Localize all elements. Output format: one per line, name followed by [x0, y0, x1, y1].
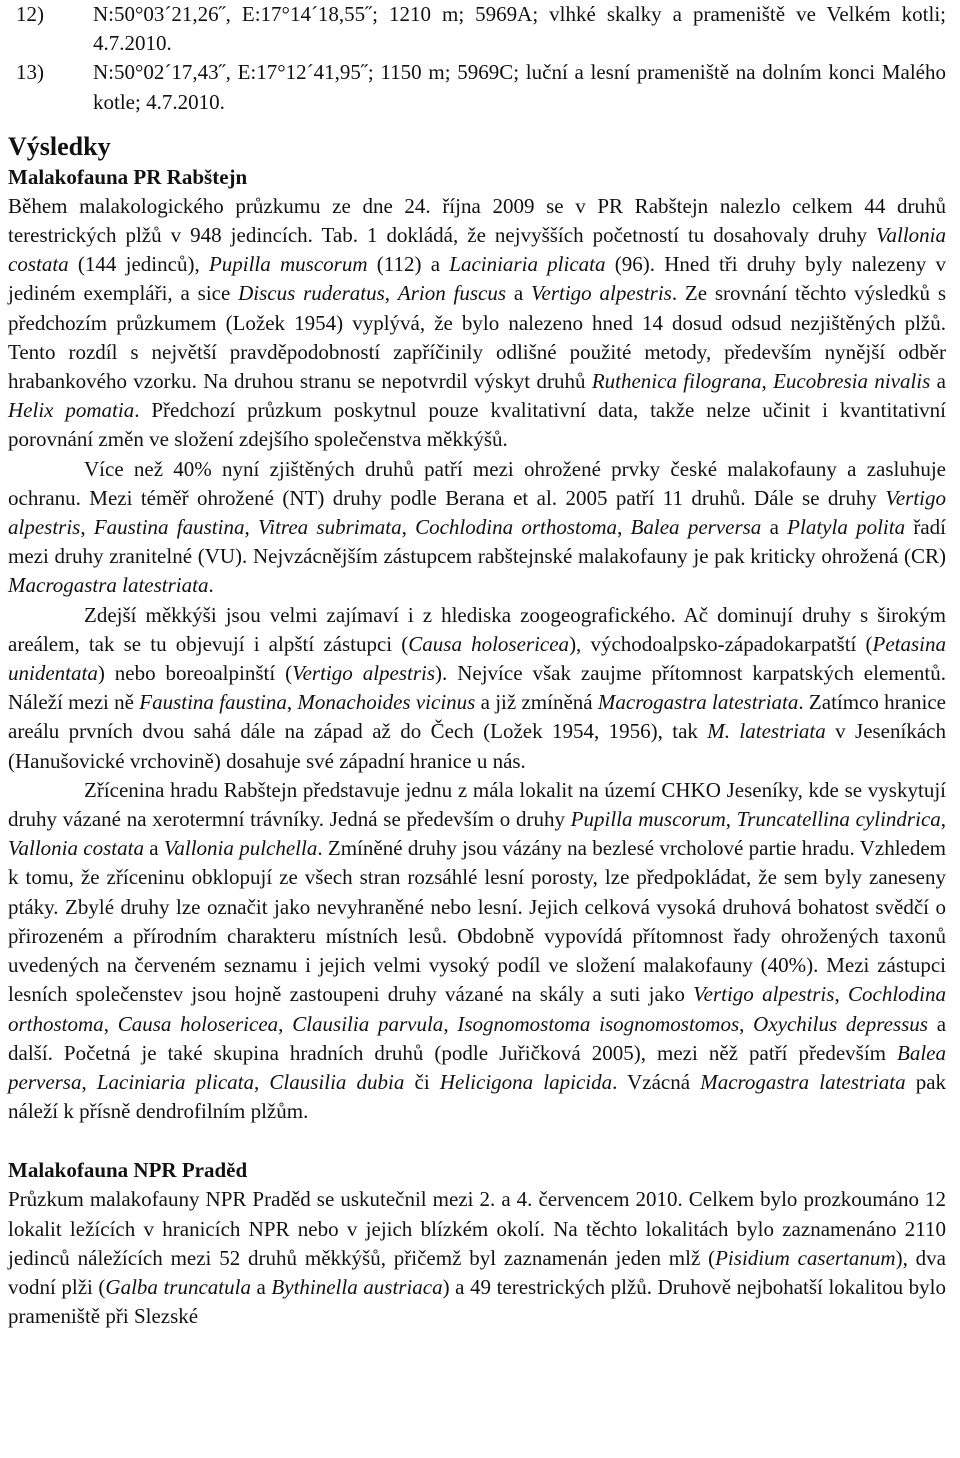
spacer [8, 1126, 946, 1156]
list-number: 12) [16, 2, 44, 26]
list-item [8, 58, 946, 116]
list-item [8, 0, 946, 58]
list-number: 13) [16, 60, 44, 85]
list-text: N:50°03´21,26˝, E:17°14´18,55˝; 1210 m; 5969A; vlhké skalky a prameniště ve Velkém kotli; 4.7.2010. [93, 2, 946, 56]
list-text: N:50°02´17,43˝, E:17°12´41,95˝; 1150 m; 5969C; luční a lesní prameniště na dolním konci Malého kotle; 4.7.2010. [93, 60, 946, 114]
subsection-heading-praded: Malakofauna NPR Praděd [8, 1158, 248, 1183]
paragraph: Průzkum malakofauny NPR Praděd se uskutečnil mezi 2. a 4. červencem 2010. Celkem bylo prozkoumáno 12 lokalit ležících v hranicích NPR nebo v jejich blízkém okolí. Na těchto lokalitách bylo zaznamenáno 2110 jedinců náležících mezi 52 druhů měkkýšů, přičemž byl zaznamenán jeden mlž (Pisidium casertanum), dva vodní plži (Galba truncatula a Bythinella austriaca) a 49 terestrických plžů. Druhově nejbohatší lokalitou bylo prameniště při Slezské [8, 1187, 947, 1329]
paragraph: Zdejší měkkýši jsou velmi zajímaví i z hlediska zoogeografického. Ač dominují druhy s širokým areálem, tak se tu objevují i alpští zástupci (Causa holosericea), východoalpsko-západokarpatští (Petasina unidentata) nebo boreoalpinští (Vertigo alpestris). Nejvíce však zaujme přítomnost karpatských elementů. Náleží mezi ně Faustina faustina, Monachoides vicinus a již zmíněná Macrogastra latestriata. Zatímco hranice areálu prvních dvou sahá dále na západ až do Čech (Ložek 1954, 1956), tak M. latestriata v Jeseníkách (Hanušovické vrchovině) dosahuje své západní hranice u nás. [8, 602, 946, 773]
section-heading-results: Výsledky [8, 131, 111, 161]
paragraph: Více než 40% nyní zjištěných druhů patří mezi ohrožené prvky české malakofauny a zasluhuje ochranu. Mezi téměř ohrožené (NT) druhy podle Berana et al. 2005 patří 11 druhů. Dále se druhy Vertigo alpestris, Faustina faustina, Vitrea subrimata, Cochlodina orthostoma, Balea perversa a Platyla polita řadí mezi druhy zranitelné (VU). Nejvzácnějším zástupcem rabštejnské malakofauny je pak kriticky ohrožená (CR) Macrogastra latestriata. [8, 456, 947, 598]
subsection-heading-rabstejn: Malakofauna PR Rabštejn [8, 164, 248, 189]
paragraph: Během malakologického průzkumu ze dne 24. října 2009 se v PR Rabštejn nalezlo celkem 44 druhů terestrických plžů v 948 jedincích. Tab. 1 dokládá, že nejvyšších početností tu dosahovaly druhy Vallonia costata (144 jedinců), Pupilla muscorum (112) a Laciniaria plicata (96). Hned tři druhy byly nalezeny v jediném exempláři, a sice Discus ruderatus, Arion fuscus a Vertigo alpestris. Ze srovnání těchto výsledků s předchozím průzkumem (Ložek 1954) vyplývá, že bylo nalezeno hned 14 dosud odsud nezjištěných plžů. Tento rozdíl s největší pravděpodobností zapříčinily odlišné použité metody, především nynější odběr hrabankového vzorku. Na druhou stranu se nepotvrdil výskyt druhů Ruthenica filograna, Eucobresia nivalis a Helix pomatia. Předchozí průzkum poskytnul pouze kvalitativní data, takže nelze učinit i kvantitativní porovnání změn ve složení zdejšího společenstva měkkýšů. [8, 193, 947, 452]
paragraph: Zřícenina hradu Rabštejn představuje jednu z mála lokalit na území CHKO Jeseníky, kde se vyskytují druhy vázané na xerotermní trávníky. Jedná se především o druhy Pupilla muscorum, Truncatellina cylindrica, Vallonia costata a Vallonia pulchella. Zmíněné druhy jsou vázány na bezlesé vrcholové partie hradu. Vzhledem k tomu, že zříceninu obklopují ze všech stran rozsáhlé lesní porosty, lze předpokládat, že sem byly zaneseny ptáky. Zbylé druhy lze označit jako nevyhraněné nebo lesní. Jejich celková vysoká druhová bohatost svědčí o přirozeném a přírodním charakteru místních lesů. Obdobně vypovídá přítomnost řady ohrožených taxonů uvedených na červeném seznamu i jejich velmi vysoký podíl ve složení malakofauny (40%). Mezi zástupci lesních společenstev jsou hojně zastoupeni druhy vázané na skály a suti jako Vertigo alpestris, Cochlodina orthostoma, Causa holosericea, Clausilia parvula, Isognomostoma isognomostomos, Oxychilus depressus a další. Početná je také skupina hradních druhů (podle Juřičková 2005), mezi něž patří především Balea perversa, Laciniaria plicata, Clausilia dubia či Helicigona lapicida. Vzácná Macrogastra latestriata pak náleží k přísně dendrofilním plžům. [8, 777, 947, 1124]
